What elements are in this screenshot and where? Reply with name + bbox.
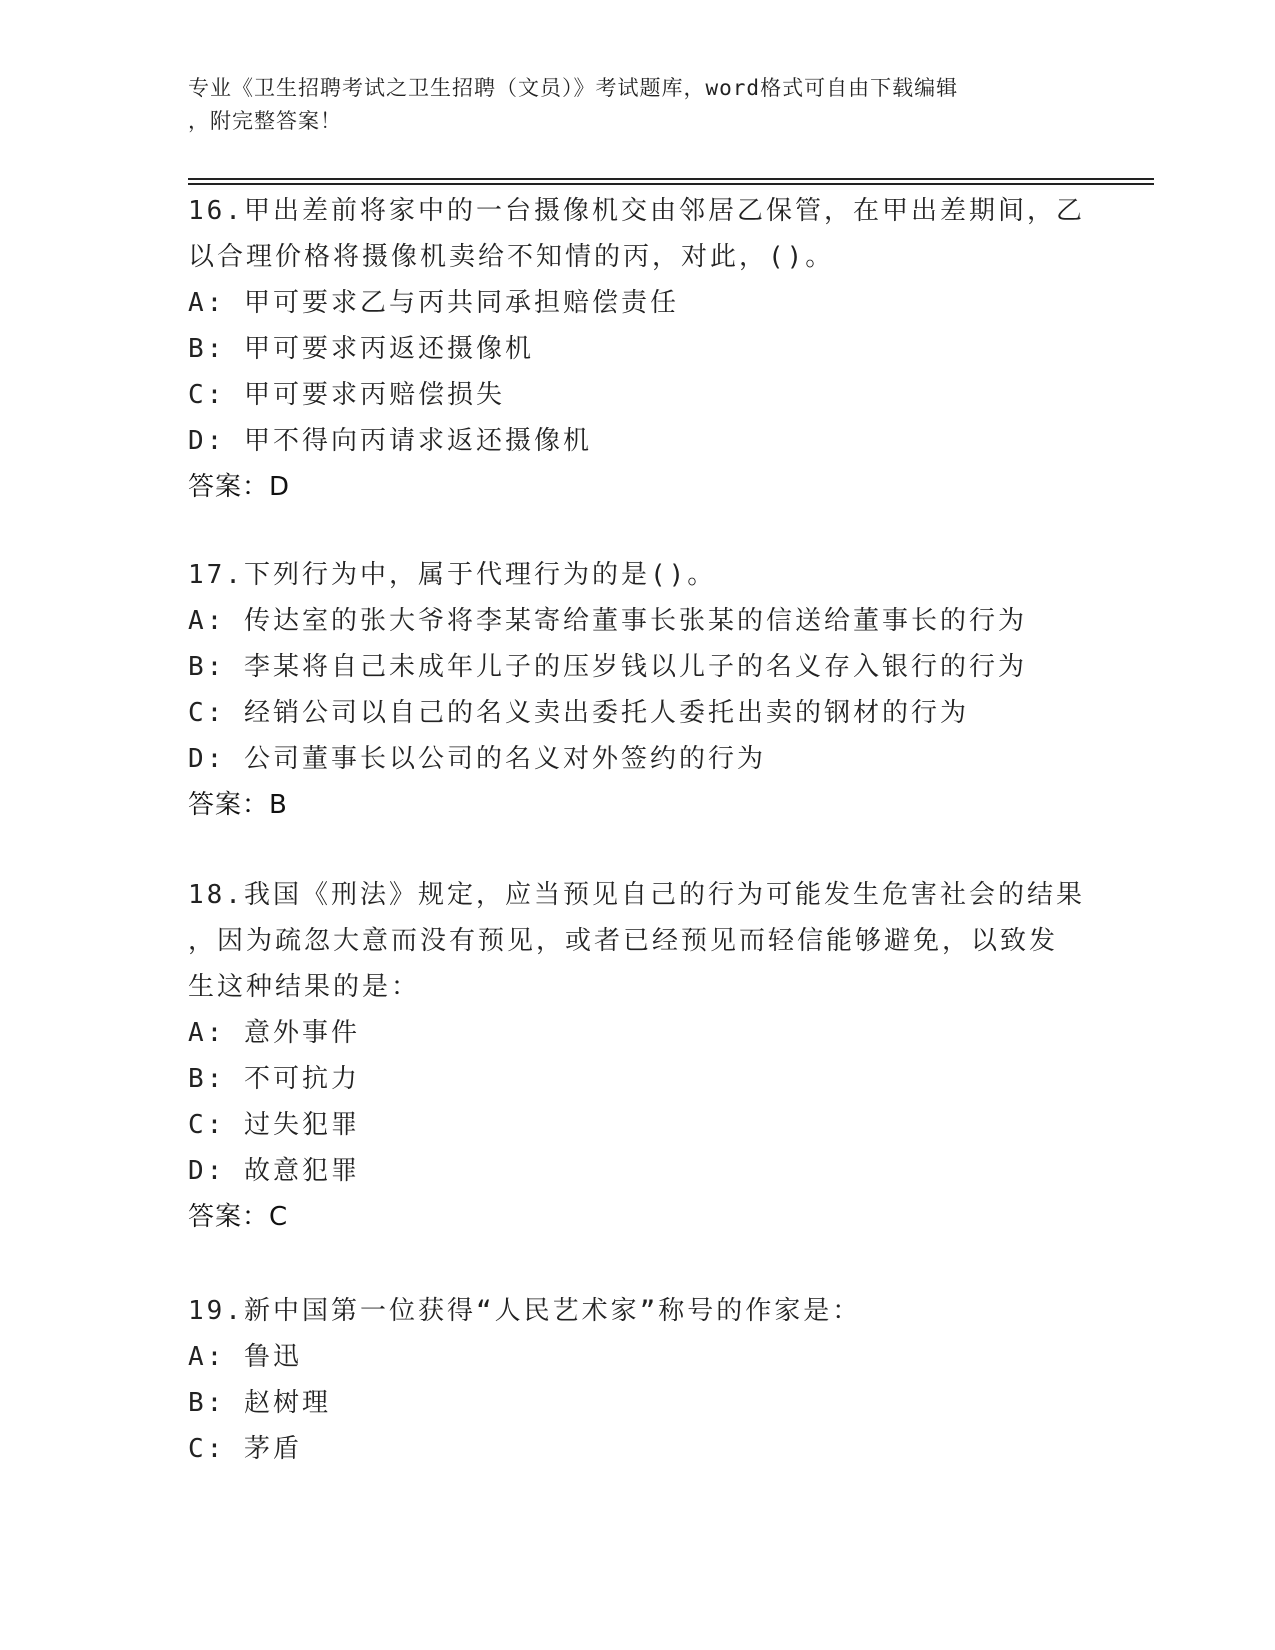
- question-stem-line: 生这种结果的是：: [188, 972, 421, 1002]
- option-a: A: 甲可要求乙与丙共同承担赔偿责任: [188, 288, 679, 318]
- option-c: C: 茅盾: [188, 1434, 302, 1464]
- option-b: B: 不可抗力: [188, 1064, 360, 1094]
- option-a: A: 意外事件: [188, 1018, 360, 1048]
- option-a: A: 传达室的张大爷将李某寄给董事长张某的信送给董事长的行为: [188, 606, 1027, 636]
- question-stem-line: ，因为疏忽大意而没有预见，或者已经预见而轻信能够避免，以致发: [188, 926, 1059, 956]
- option-b: B: 甲可要求丙返还摄像机: [188, 334, 534, 364]
- header-rule-top: [188, 178, 1154, 180]
- option-c: C: 经销公司以自己的名义卖出委托人委托出卖的钢材的行为: [188, 698, 969, 728]
- option-c: C: 甲可要求丙赔偿损失: [188, 380, 505, 410]
- option-d: D: 故意犯罪: [188, 1156, 360, 1186]
- option-b: B: 赵树理: [188, 1388, 331, 1418]
- question-stem-line: 18.我国《刑法》规定，应当预见自己的行为可能发生危害社会的结果: [188, 880, 1085, 910]
- header-line-2: ，附完整答案！: [188, 109, 342, 133]
- question-stem-line: 17.下列行为中，属于代理行为的是()。: [188, 560, 717, 590]
- option-b: B: 李某将自己未成年儿子的压岁钱以儿子的名义存入银行的行为: [188, 652, 1027, 682]
- option-d: D: 甲不得向丙请求返还摄像机: [188, 426, 592, 456]
- option-c: C: 过失犯罪: [188, 1110, 360, 1140]
- question-17: [188, 552, 1088, 828]
- option-d: D: 公司董事长以公司的名义对外签约的行为: [188, 744, 766, 774]
- answer: 答案：B: [188, 790, 288, 820]
- option-a: A: 鲁迅: [188, 1342, 302, 1372]
- question-stem-line: 以合理价格将摄像机卖给不知情的丙，对此，()。: [188, 242, 835, 272]
- document-header: [188, 72, 1068, 138]
- header-line-1: 专业《卫生招聘考试之卫生招聘（文员）》考试题库，word格式可自由下载编辑: [188, 76, 959, 100]
- question-stem-line: 16.甲出差前将家中的一台摄像机交由邻居乙保管，在甲出差期间，乙: [188, 196, 1085, 226]
- answer: 答案：C: [188, 1202, 289, 1232]
- question-18: [188, 872, 1088, 1240]
- question-16: [188, 188, 1088, 510]
- question-stem-line: 19.新中国第一位获得“人民艺术家”称号的作家是：: [188, 1296, 862, 1326]
- header-rule-bottom: [188, 183, 1154, 185]
- answer: 答案：D: [188, 472, 291, 502]
- question-19: [188, 1288, 1088, 1472]
